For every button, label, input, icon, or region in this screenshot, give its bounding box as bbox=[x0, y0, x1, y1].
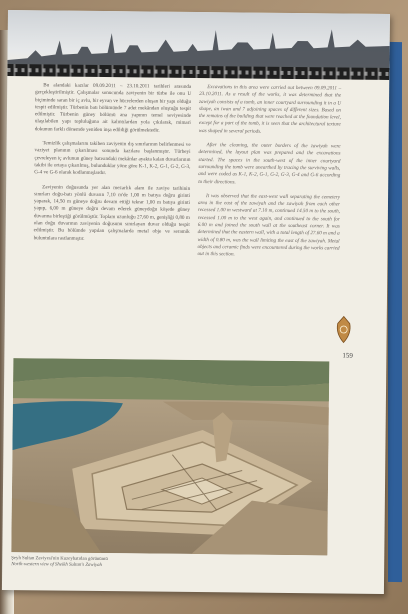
page-number: 159 bbox=[342, 351, 353, 360]
tr-paragraph: Zaviyenin doğusunda yer alan mezarlık alanı ile zaviye tarihinin sınırları doğu-batı yönlü duvarın 7,10 m'de 1,00 m batıya doğru girinti yaparak, 14,50 m güneye doğru devam ettiği tekrar 1,00 m batıya girinti yapıp, 6,00 m güneye doğru devam ederek güneydoğu köşede güney duvarına birleştiği görülmüştür. Toplam uzunluğu 27,60 m, genişliği 0,80 m olan doğu duvarının zaviyenin doğusunu sınırlayan duvar olduğu tespit edilmiştir. Bu bölümde yapılan çalışmalarda metal obje ve seramik buluntulara rastlanmıştır. bbox=[33, 183, 191, 242]
en-paragraph: Excavations in this area were carried out between 09.09.2011 – 23.10.2011. As a result of the works, it was determined that the zawiyah consists of a tomb, an inner courtyard surrounding it in a U shape, an iwan and 7 adjoining spaces of different sizes. Based on the remains of the building that were reached at the foundation level, except for a part of the tomb, it is seen that the architectural texture was shaped in several periods. bbox=[198, 84, 342, 135]
excavation-photo bbox=[11, 358, 329, 555]
turkish-text-column bbox=[33, 82, 191, 251]
photo-caption bbox=[11, 556, 211, 570]
book-page bbox=[2, 10, 390, 594]
book-cover-edge bbox=[388, 42, 402, 582]
decorative-seal-icon bbox=[335, 315, 353, 343]
tr-paragraph: Temizlik çalışmalarını takiben zaviyenin dış sınırlarının belirlenmesi ve vaziyet planının çıkarılması sonunda kazılara başlanmıştır. Türbeyi çevreleyen iç avlunun güney batısındaki mekânlar ayakta kalan duvarlarının takibi ile ortaya çıkarılmış, bulunduklar yöne göre K-1, K-2, G-1, G-2, G-3, G-4 ve G-6 olarak kodlanmışlardır. bbox=[34, 140, 191, 177]
caption-turkish: Şeyh Sultan Zaviyesi'nin Kuzeybatıdan görünümü bbox=[11, 556, 108, 563]
caption-english: North-western view of Sheikh Sultan's Zawiyah bbox=[11, 562, 102, 569]
en-paragraph: It was observed that the east-west wall separating the cemetery area in the east of the zawiyah and the zawiyah from each other recessed 1.00 m westward at 7.10 m, continued 14.50 m to the south, recessed 1.00 m to the west again, and continued to the south for 6.00 m and joined the south wall at the southeast corner. It was determined that the eastern wall, with a total length of 27.60 m and a width of 0.80 m, was the wall limiting the east of the zawiyah. Metal objects and ceramic finds were encountered during the works carried out in this section. bbox=[197, 192, 341, 258]
english-text-column bbox=[197, 84, 341, 267]
tr-paragraph: Bu alandaki kazılar 09.09.2011 – 23.10.2011 tarihleri arasında gerçekleştirilmiştir. Çalışmalar sonucunda zaviyenin bir türbe ile onu U biçiminde saran bir iç avlu, bir eyvan ve hücrelerden oluşan bir yapı olduğu tespit edilmiştir. Türbenin batı bölümünde 7 adet mekândan oluştuğu tespit edilmiştir. Türbenin güney bölümü ana yapının temel seviyesinde ulaşılabilen yapı topluluğuna ait kalıntılardan yola çıkılarak, mimari dokunun farklı dönemde yeniden inşa edildiği görülmektedir. bbox=[34, 82, 192, 134]
en-paragraph: After the cleaning, the outer borders of the zawiyah were determined, the layout plan was prepared and the excavations started. The spaces in the south-west of the inner courtyard surrounding the tomb were unearthed by tracing the surviving walls, and were coded as K-1, K-2, G-1, G-2, G-3, G-4 and G-6 according to their directions. bbox=[198, 142, 341, 185]
